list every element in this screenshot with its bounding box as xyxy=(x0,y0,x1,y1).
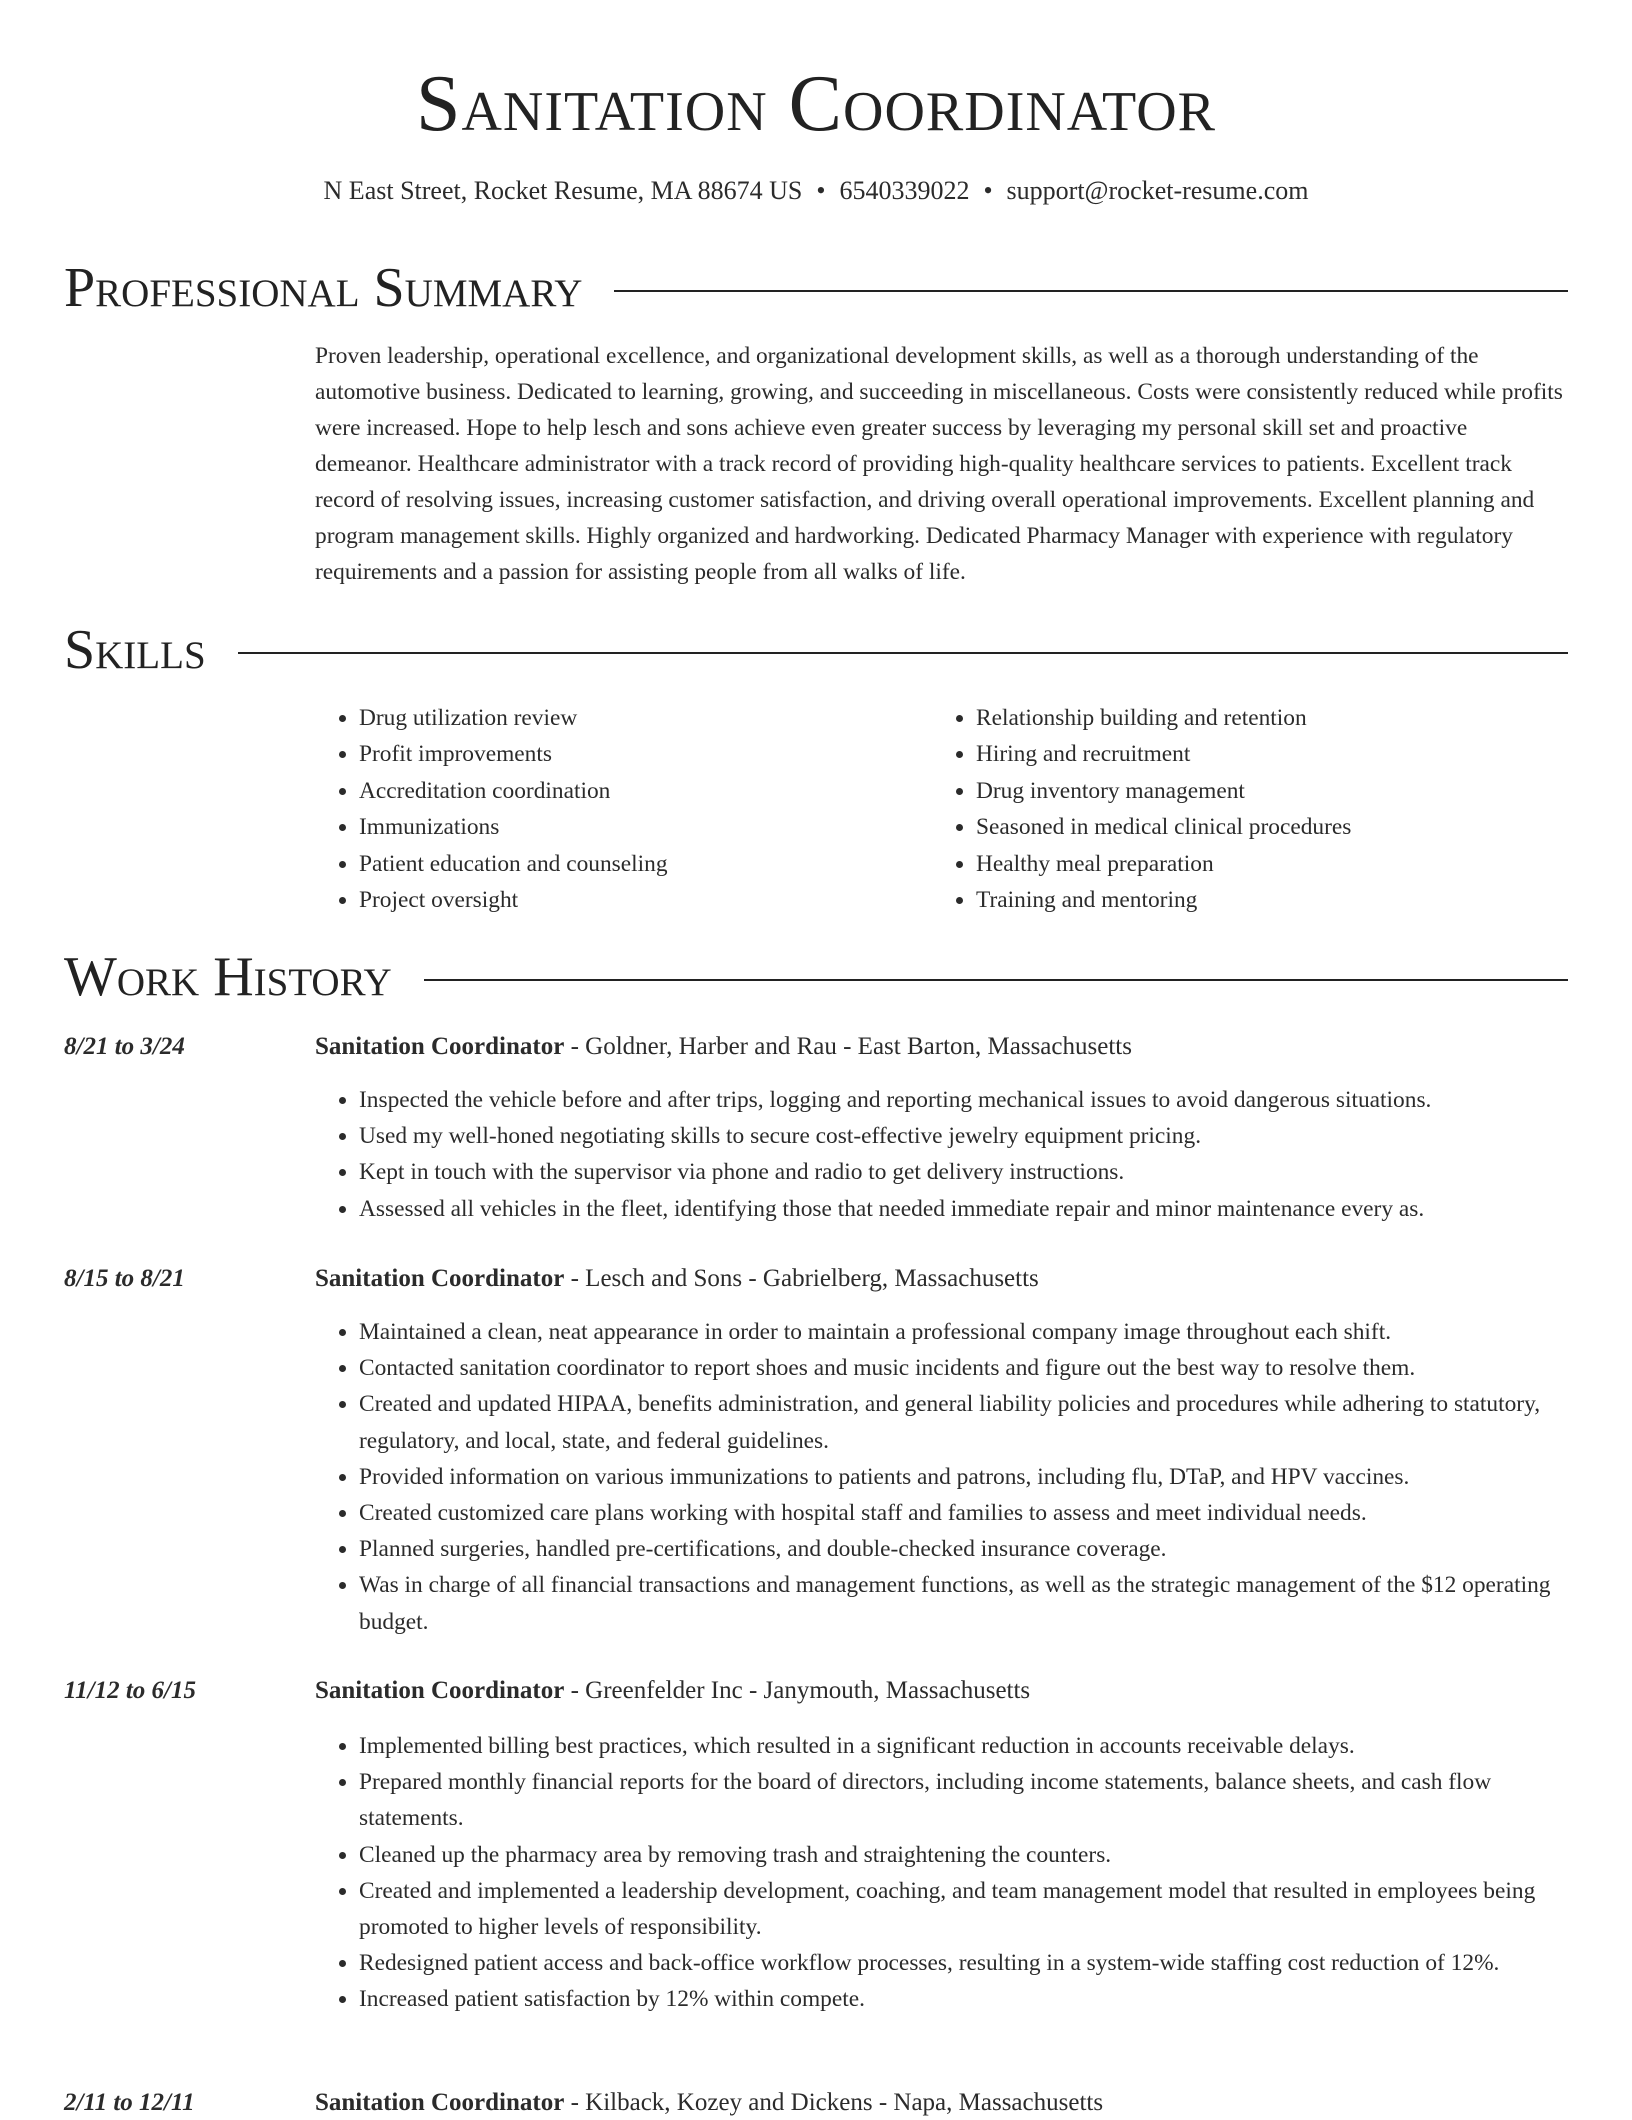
skill-item: • Drug inventory management xyxy=(976,773,1549,809)
job-bullet: • Provided information on various immunizations to patients and patrons, including flu, DTaP, and HPV vaccines. xyxy=(359,1459,1568,1495)
job-bullet: • Contacted sanitation coordinator to report shoes and music incidents and figure out the best way to resolve them. xyxy=(359,1350,1568,1386)
skill-item: • Patient education and counseling xyxy=(359,846,932,882)
job-heading xyxy=(315,1030,1132,1064)
contact-phone: 6540339022 xyxy=(839,176,970,205)
skills-list xyxy=(315,700,1568,918)
contact-line xyxy=(0,174,1632,208)
skill-item: • Seasoned in medical clinical procedures xyxy=(976,809,1549,845)
skills-column-left xyxy=(315,700,932,918)
job-bullet: • Used my well-honed negotiating skills to secure cost-effective jewelry equipment pricing. xyxy=(359,1118,1568,1154)
skill-item: • Training and mentoring xyxy=(976,882,1549,918)
job-bullet: • Created and implemented a leadership development, coaching, and team management model that resulted in employees being promoted to higher levels of responsibility. xyxy=(359,1873,1568,1945)
section-rule xyxy=(238,652,1568,654)
contact-email: support@rocket-resume.com xyxy=(1006,176,1309,205)
skill-item: • Drug utilization review xyxy=(359,700,932,736)
job-detail: - Lesch and Sons - Gabrielberg, Massachusetts xyxy=(564,1265,1039,1292)
job-heading xyxy=(315,2086,1103,2120)
resume-name: Sanitation Coordinator xyxy=(415,60,1217,148)
job-bullets xyxy=(315,1314,1568,1640)
job-bullet: • Cleaned up the pharmacy area by removing trash and straightening the counters. xyxy=(359,1837,1568,1873)
job-bullet: • Assessed all vehicles in the fleet, identifying those that needed immediate repair and minor maintenance every as. xyxy=(359,1191,1568,1227)
job-heading xyxy=(315,1674,1030,1708)
job-heading xyxy=(315,1262,1039,1296)
section-rule xyxy=(614,290,1568,292)
job-detail: - Greenfelder Inc - Janymouth, Massachusetts xyxy=(564,1677,1031,1704)
job-role: Sanitation Coordinator xyxy=(315,1033,565,1060)
job-dates: 8/15 to 8/21 xyxy=(64,1265,185,1292)
work-heading xyxy=(64,945,1568,1009)
skills-heading xyxy=(64,618,1568,682)
job-bullet: • Increased patient satisfaction by 12% within compete. xyxy=(359,1981,1568,2017)
skills-title: Skills xyxy=(64,619,206,681)
contact-separator: • xyxy=(983,176,993,205)
job-bullet: • Created customized care plans working with hospital staff and families to assess and meet individual needs. xyxy=(359,1495,1568,1531)
skill-item: • Immunizations xyxy=(359,809,932,845)
skill-item: • Profit improvements xyxy=(359,736,932,772)
skills-column-right xyxy=(932,700,1549,918)
job-bullets xyxy=(315,1082,1568,1227)
job-bullet: • Kept in touch with the supervisor via phone and radio to get delivery instructions. xyxy=(359,1154,1568,1190)
section-rule xyxy=(424,979,1568,981)
job-dates: 2/11 to 12/11 xyxy=(64,2089,195,2116)
skill-item: • Accreditation coordination xyxy=(359,773,932,809)
job-role: Sanitation Coordinator xyxy=(315,2089,565,2116)
skill-item: • Project oversight xyxy=(359,882,932,918)
contact-address: N East Street, Rocket Resume, MA 88674 US xyxy=(323,176,803,205)
summary-text: Proven leadership, operational excellence, and organizational development skills, as well as a thorough understanding of the automotive business. Dedicated to learning, growing, and succeeding in miscellaneous. Costs were consistently reduced while profits were increased. Hope to help lesch and sons achieve even greater success by leveraging my personal skill set and proactive demeanor. Healthcare administrator with a track record of providing high-quality healthcare services to patients. Excellent track record of resolving issues, increasing customer satisfaction, and driving overall operational improvements. Excellent planning and program management skills. Highly organized and hardworking. Dedicated Pharmacy Manager with experience with regulatory requirements and a passion for assisting people from all walks of life. xyxy=(315,343,1563,585)
skill-item: • Relationship building and retention xyxy=(976,700,1549,736)
job-bullet: • Created and updated HIPAA, benefits administration, and general liability policies and procedures while adhering to statutory, regulatory, and local, state, and federal guidelines. xyxy=(359,1386,1568,1458)
job-bullet: • Planned surgeries, handled pre-certifications, and double-checked insurance coverage. xyxy=(359,1531,1568,1567)
job-detail: - Goldner, Harber and Rau - East Barton, Massachusetts xyxy=(564,1033,1132,1060)
job-bullet: • Prepared monthly financial reports for the board of directors, including income statements, balance sheets, and cash flow statements. xyxy=(359,1764,1568,1836)
skill-item: • Hiring and recruitment xyxy=(976,736,1549,772)
work-title: Work History xyxy=(64,946,392,1008)
contact-separator: • xyxy=(816,176,826,205)
job-bullet: • Redesigned patient access and back-office workflow processes, resulting in a system-wide staffing cost reduction of 12%. xyxy=(359,1945,1568,1981)
job-detail: - Kilback, Kozey and Dickens - Napa, Massachusetts xyxy=(564,2089,1104,2116)
job-bullet: • Inspected the vehicle before and after trips, logging and reporting mechanical issues to avoid dangerous situations. xyxy=(359,1082,1568,1118)
job-dates: 8/21 to 3/24 xyxy=(64,1033,185,1060)
job-bullets xyxy=(315,1728,1568,2018)
job-dates: 11/12 to 6/15 xyxy=(64,1677,196,1704)
job-bullet: • Maintained a clean, neat appearance in order to maintain a professional company image throughout each shift. xyxy=(359,1314,1568,1350)
job-bullet: • Implemented billing best practices, which resulted in a significant reduction in accounts receivable delays. xyxy=(359,1728,1568,1764)
job-bullet: • Was in charge of all financial transactions and management functions, as well as the strategic management of the $12 operating budget. xyxy=(359,1567,1568,1639)
skill-item: • Healthy meal preparation xyxy=(976,846,1549,882)
job-role: Sanitation Coordinator xyxy=(315,1677,565,1704)
job-role: Sanitation Coordinator xyxy=(315,1265,565,1292)
summary-heading xyxy=(64,256,1568,320)
summary-title: Professional Summary xyxy=(64,257,583,319)
